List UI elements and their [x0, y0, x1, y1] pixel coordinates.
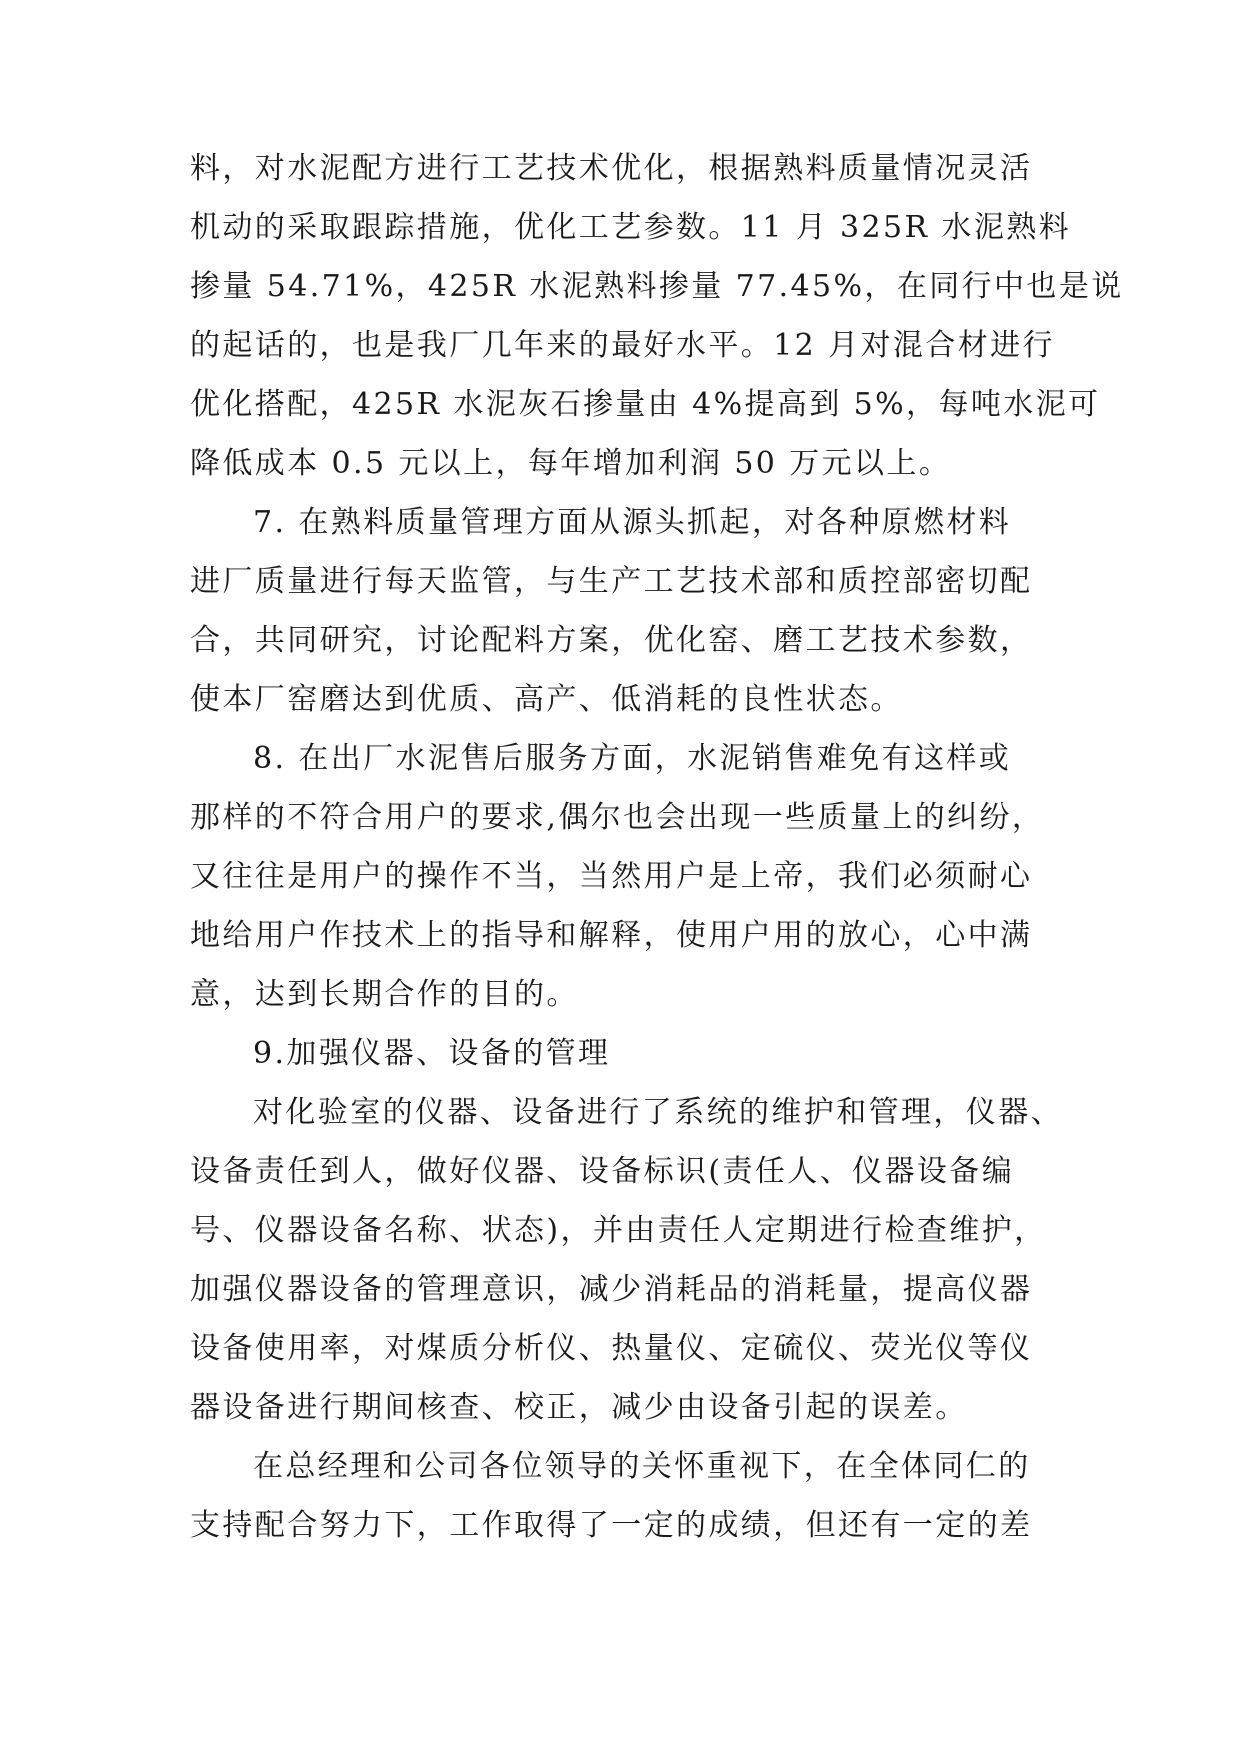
text-line: 又往往是用户的操作不当，当然用户是上帝，我们必须耐心 [190, 859, 1033, 894]
text-line: 机动的采取跟踪措施，优化工艺参数。11 月 325R 水泥熟料 [190, 210, 1072, 245]
section-heading-9: 9.加强仪器、设备的管理 [253, 1036, 611, 1071]
text-line: 加强仪器设备的管理意识，减少消耗品的消耗量，提高仪器 [190, 1272, 1033, 1307]
paragraph-9-start: 对化验室的仪器、设备进行了系统的维护和管理，仪器、 [253, 1095, 1063, 1130]
closing-paragraph-start: 在总经理和公司各位领导的关怀重视下，在全体同仁的 [253, 1449, 1031, 1484]
text-line: 使本厂窑磨达到优质、高产、低消耗的良性状态。 [190, 682, 903, 717]
text-line: 的起话的，也是我厂几年来的最好水平。12 月对混合材进行 [190, 328, 1055, 363]
text-line: 料，对水泥配方进行工艺技术优化，根据熟料质量情况灵活 [190, 151, 1033, 186]
text-line: 那样的不符合用户的要求,偶尔也会出现一些质量上的纠纷， [190, 800, 1045, 835]
text-line: 优化搭配，425R 水泥灰石掺量由 4%提高到 5%，每吨水泥可 [190, 387, 1101, 422]
text-line: 号、仪器设备名称、状态)，并由责任人定期进行检查维护， [190, 1213, 1047, 1248]
paragraph-7-start: 7. 在熟料质量管理方面从源头抓起，对各种原燃材料 [253, 505, 1012, 540]
text-line: 器设备进行期间核查、校正，减少由设备引起的误差。 [190, 1390, 968, 1425]
text-line: 进厂质量进行每天监管，与生产工艺技术部和质控部密切配 [190, 564, 1033, 599]
paragraph-8-start: 8. 在出厂水泥售后服务方面，水泥销售难免有这样或 [253, 741, 1012, 776]
text-line: 合，共同研究，讨论配料方案，优化窑、磨工艺技术参数， [190, 623, 1033, 658]
text-line: 设备使用率，对煤质分析仪、热量仪、定硫仪、荧光仪等仪 [190, 1331, 1033, 1366]
text-line: 意，达到长期合作的目的。 [190, 977, 579, 1012]
text-line: 地给用户作技术上的指导和解释，使用户用的放心，心中满 [190, 918, 1033, 953]
text-line: 设备责任到人，做好仪器、设备标识(责任人、仪器设备编 [190, 1154, 1015, 1189]
text-line: 降低成本 0.5 元以上，每年增加利润 50 万元以上。 [190, 446, 952, 481]
text-line: 掺量 54.71%，425R 水泥熟料掺量 77.45%，在同行中也是说 [190, 269, 1124, 304]
text-line: 支持配合努力下，工作取得了一定的成绩，但还有一定的差 [190, 1508, 1033, 1543]
